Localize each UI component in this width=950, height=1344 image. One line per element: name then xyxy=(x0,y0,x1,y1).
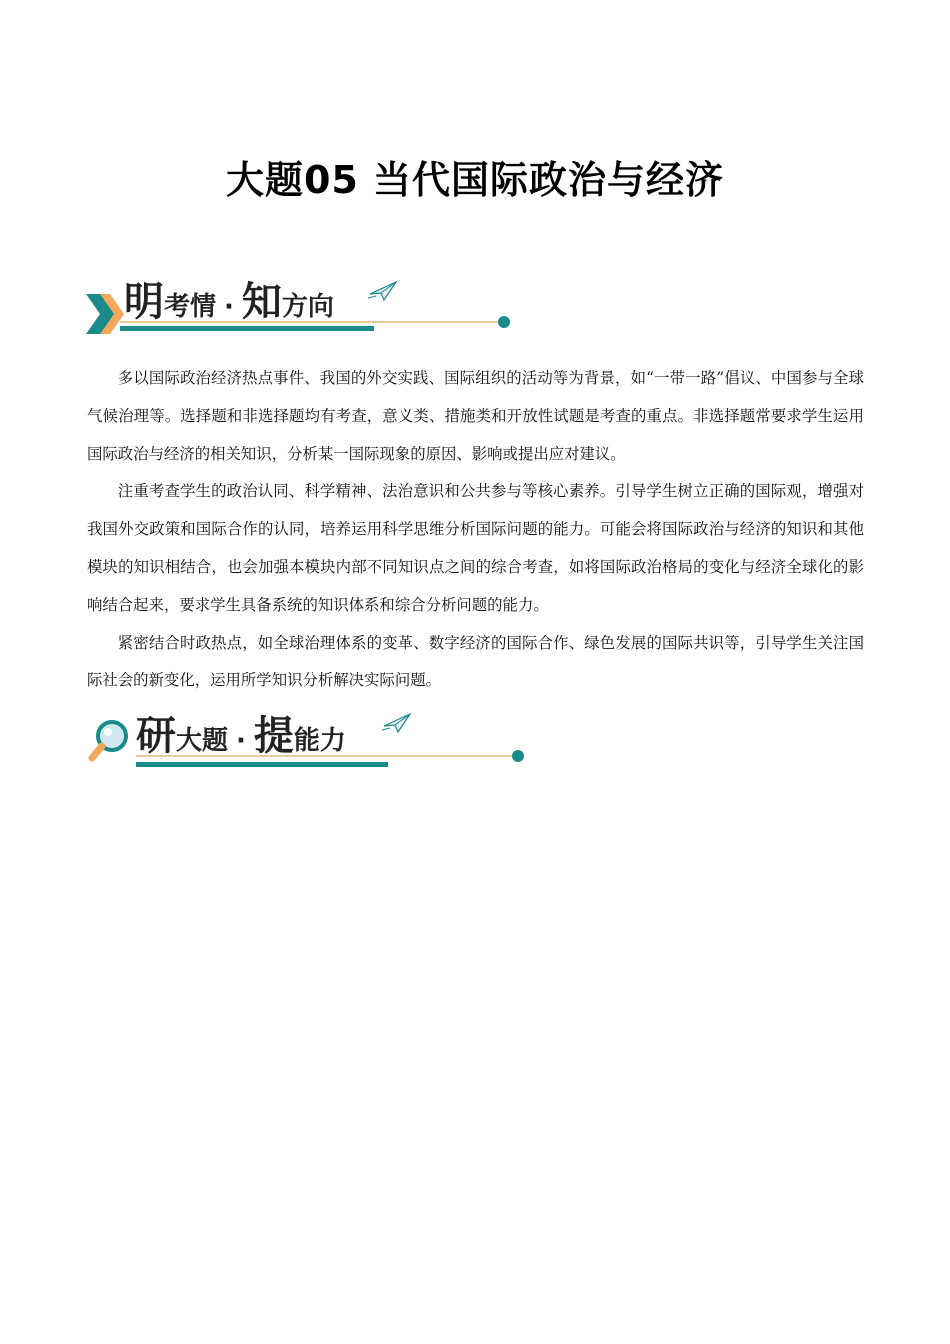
heading-word-fangxiang: 方向 xyxy=(281,292,334,322)
heading-word-dati: 大题 xyxy=(176,726,229,756)
paragraph: 多以国际政治经济热点事件、我国的外交实践、国际组织的活动等为背景，如“一带一路”倡议、中国参与全球气候治理等。选择题和非选择题均有考查，意义类、措施类和开放性试题是考查的重点。非选择题常要求学生运用国际政治与经济的相关知识，分析某一国际现象的原因、影响或提出应对建议。 xyxy=(87,369,864,463)
paragraph: 注重考查学生的政治认同、科学精神、法治意识和公共参与等核心素养。引导学生树立正确的国际观，增强对我国外交政策和国际合作的认同，培养运用科学思维分析国际问题的能力。可能会将国际政治与经济的知识和其他模块的知识相结合，也会加强本模块内部不同知识点之间的综合考查，如将国际政治格局的变化与经济全球化的影响结合起来，要求学生具备系统的知识体系和综合分析问题的能力。 xyxy=(87,482,864,614)
heading-char-ming: 明 xyxy=(124,278,164,325)
heading-dot: · xyxy=(224,292,234,322)
heading-char-ti: 提 xyxy=(253,712,294,759)
paper-plane-icon xyxy=(368,280,398,302)
section-header-study-questions xyxy=(86,700,531,780)
heading-word-kaoqing: 考情 xyxy=(164,292,217,322)
underline-decoration xyxy=(86,750,531,770)
page-title: 大题05 当代国际政治与经济 xyxy=(225,158,725,202)
body-text xyxy=(87,360,864,700)
heading-char-yan: 研 xyxy=(136,712,176,759)
heading-char-zhi: 知 xyxy=(241,278,282,325)
heading-word-nengli: 能力 xyxy=(293,726,346,756)
paper-plane-icon xyxy=(382,712,412,734)
underline-decoration xyxy=(86,314,516,334)
paragraph: 紧密结合时政热点，如全球治理体系的变革、数字经济的国际合作、绿色发展的国际共识等，引导学生关注国际社会的新变化，运用所学知识分析解决实际问题。 xyxy=(87,633,864,690)
section-header-exam-trends xyxy=(86,266,516,346)
heading-dot: · xyxy=(236,726,246,756)
